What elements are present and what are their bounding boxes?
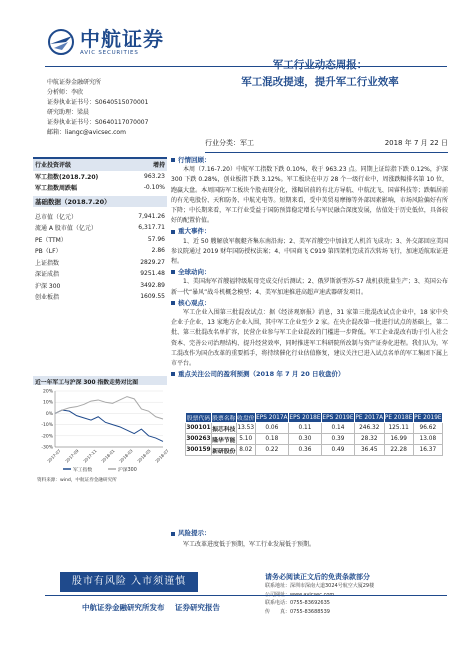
stock-table-cell: 300159 [186, 445, 212, 456]
basic-data-value: 2829.27 [140, 258, 165, 266]
core-text: 军工企业入围第三批混改试点：据《经济观察报》消息，31 家第三批混改试点企业中，18 家中央企业子企业、13 家地方企业入围，其中军工企业至少 2 家。在央企混改第一批进行试点的基础上，第二批、第三批混改名单扩容，民营企业参与军工企业混改的门槛进一步降低。军工企业混改有助于引入社会资本、完善公司治理结构、提升经营效率，同时推进军工科研院所改制与资产证券化进程。我们认为，军工混改作为国企改革的重要抓手，将持续催化行业估值修复，建议关注已进入试点名单的军工集团下属上市平台。 [171, 309, 448, 368]
y-tick-label: 20% [42, 389, 53, 395]
stock-table-header: EPS 2017A [256, 414, 288, 421]
stock-table-cell: 0.30 [288, 434, 321, 445]
stock-table-row [186, 434, 443, 445]
x-tick-label: 2018-07 [154, 448, 170, 464]
stock-table-cell: 22.28 [384, 445, 413, 456]
rating-table [33, 159, 167, 194]
stock-table-cell: 0.49 [321, 445, 354, 456]
basic-data-label: 总市值（亿元） [35, 213, 78, 221]
contact-phone: 联系电话：0755-83692635 [265, 600, 330, 606]
assistant-cert: 证券执业证书号：S0640117070007 [47, 119, 149, 126]
stock-table-cell: 0.06 [255, 423, 288, 434]
stock-table-header: 股票名称 [211, 413, 236, 423]
stock-table-cell: 28.32 [354, 434, 384, 445]
stock-table-cell: 16.37 [413, 445, 442, 456]
basic-data-value: 3492.89 [140, 281, 165, 289]
footer-divider [45, 595, 447, 596]
market-heading: 行情回顾： [171, 155, 448, 165]
index-change-value: -0.10% [143, 184, 165, 192]
main-content [171, 155, 448, 379]
bullet-icon [171, 158, 175, 162]
basic-data-value: 2.86 [151, 247, 165, 255]
stock-table-cell: 13.53 [236, 423, 255, 434]
basic-data-value: 1609.55 [140, 293, 165, 301]
basic-data-label: 流通 A 股市值（亿元） [35, 225, 97, 233]
disclaimer-note: 请务必阅读正文后的免责条款部分 [265, 573, 370, 581]
events-text: 1、近 50 艘解放军舰艇齐集东南沿海；2、美军首艘空中加油无人机首飞成功；3、外交部回应美国参议院通过 2019 财年国防授权法案；4、中国商飞 C919 第四架机完成首次转场飞行，加速适航取证进程。 [171, 237, 448, 266]
bullet-icon [171, 230, 175, 234]
global-text: 1、美国海军首艘福特级航母完成交付后测试；2、俄罗斯新型苏-57 战机获批量生产；3、英国公布新一代“暴风”战斗机概念模型；4、美军加速推进高超声速武器研发项目。 [171, 278, 448, 296]
institute: 中航证券金融研究所 [47, 79, 102, 86]
stock-table-cell: 300101 [186, 423, 212, 434]
stock-table-cell: 0.14 [321, 423, 354, 434]
legend-label: 军工指数 [73, 468, 93, 473]
report-title [200, 58, 440, 90]
x-tick-label: 2018-05 [136, 448, 152, 464]
stock-table-row [186, 423, 443, 434]
report-date: 2018 年 7 月 22 日 [384, 139, 448, 147]
y-tick-label: -30% [41, 445, 53, 451]
title-line-2: 军工混改提速，提升军工行业效率 [241, 76, 399, 88]
risk-section [171, 528, 448, 550]
meta-divider [205, 152, 448, 153]
y-tick-label: -20% [41, 434, 53, 440]
left-sidebar [33, 157, 167, 303]
events-heading: 重大事件： [171, 226, 448, 236]
global-heading: 全球动向： [171, 267, 448, 277]
basic-data-label: PB（LF） [35, 248, 62, 256]
stock-table-cell: 0.22 [255, 445, 288, 456]
basic-data-row [33, 245, 167, 257]
basic-data-label: 创业板指 [35, 294, 60, 302]
stock-table-cell: 16.99 [384, 434, 413, 445]
basic-data-table [33, 211, 167, 303]
risk-text: 军工改革进度低于预期，军工行业发展低于预期。 [183, 541, 316, 548]
x-tick-label: 2017-11 [82, 448, 98, 464]
basic-data-label: 上证指数 [35, 259, 60, 267]
x-tick-label: 2017-09 [64, 448, 80, 464]
stock-table-row [186, 445, 443, 456]
stock-table-header: EPS 2018E [289, 414, 321, 421]
basic-data-label: 深证成指 [35, 271, 60, 279]
contact-address: 联系地址：深圳市深南大道3024号航空大厦29楼 [265, 583, 375, 589]
rating-label: 行业投资评级 [33, 159, 130, 171]
stock-table-cell: 振芯科技 [211, 423, 236, 434]
stock-table-header: PE 2019E [414, 414, 442, 421]
assistant-name: 研究助理：梁晨 [47, 109, 90, 116]
basic-data-row [33, 211, 167, 223]
stocks-heading: 重点关注公司的盈利预测（2018 年 7 月 20 日收盘价） [171, 369, 448, 379]
basic-data-label: PE（TTM） [35, 236, 67, 244]
y-tick-label: 10% [42, 400, 53, 406]
basic-data-value: 9251.48 [140, 270, 165, 278]
analyst-name: 分析师：李欣 [47, 89, 84, 96]
x-tick-label: 2018-03 [118, 448, 134, 464]
stock-table-cell: 5.10 [236, 434, 255, 445]
index-chart [33, 376, 170, 484]
analyst-cert: 证券执业证书号：S0640515070001 [47, 99, 149, 106]
chart-source: 资料来源：wind，中航证券金融研究所 [37, 478, 117, 483]
stock-table-cell: 0.11 [288, 423, 321, 434]
contact-fax: 传 真：0755-83688539 [265, 608, 330, 615]
basic-data-value: 7,941.26 [138, 212, 165, 220]
analyst-info [47, 78, 148, 138]
stock-table-cell: 0.18 [255, 434, 288, 445]
x-tick-label: 2018-01 [100, 448, 116, 464]
basic-data-row [33, 234, 167, 246]
basic-data-label: 沪深 300 [35, 282, 61, 290]
stock-forecast-table [185, 412, 443, 456]
brand-logo [46, 28, 164, 56]
brand-name: 中航证券 [80, 26, 164, 51]
title-line-1: 军工行业动态周报： [272, 59, 368, 71]
industry-category: 行业分类：军工 [205, 139, 254, 147]
basic-data-row [33, 291, 167, 303]
brand-english: AVIC SECURITIES [80, 49, 139, 56]
index-value: 963.23 [144, 172, 165, 180]
footer-publisher: 中航证券金融研究所发布 [82, 603, 165, 612]
basic-data-row [33, 222, 167, 234]
basic-data-value: 6,317.71 [138, 224, 165, 232]
meta-row [205, 138, 448, 152]
stock-table-cell: 96.62 [413, 423, 442, 434]
stock-table-cell: 0.36 [288, 445, 321, 456]
stock-table-header: EPS 2019E [322, 414, 354, 421]
basic-data-row [33, 280, 167, 292]
risk-warning-banner: 股市有风险 入市须谨慎 [60, 572, 198, 592]
y-tick-label: -10% [41, 423, 53, 429]
stock-table-cell: 隆华节能 [211, 434, 236, 445]
stock-table-header: PE 2017A [355, 414, 384, 421]
bullet-icon [171, 270, 175, 274]
x-tick-label: 2017-07 [46, 448, 62, 464]
stock-table-header: 收盘价 [236, 413, 255, 423]
chart-svg [33, 385, 170, 484]
stock-table-cell: 125.11 [384, 423, 413, 434]
avic-logo-icon [46, 28, 76, 56]
series-line [55, 397, 163, 419]
basic-data-title: 基础数据（2018.7.20） [33, 196, 167, 207]
stock-table-cell: 8.02 [236, 445, 255, 456]
series-line [55, 410, 163, 441]
bullet-icon [171, 301, 175, 305]
stock-table-header: 股票代码 [186, 413, 212, 423]
index-label: 军工指数(2018.7.20) [35, 173, 99, 181]
risk-heading: 风险提示： [171, 528, 448, 539]
stock-table-cell: 246.32 [354, 423, 384, 434]
stock-table-header: PE 2018E [384, 414, 413, 421]
y-tick-label: 0% [45, 411, 53, 417]
stock-table-cell: 36.45 [354, 445, 384, 456]
core-heading: 核心观点： [171, 298, 448, 308]
index-change-label: 军工指数周跌幅 [35, 185, 78, 193]
email[interactable]: 邮箱：liangc@avicsec.com [47, 129, 126, 136]
chart-title: 近一年军工与沪深 300 指数走势对比图 [33, 376, 167, 385]
stock-table-cell: 300263 [186, 434, 212, 445]
market-text: 本周（7.16-7.20）中航军工指数下跌 0.10%，收于 963.23 点。同期上证综指下跌 0.12%，沪深 300 下跌 0.28%，创业板指下跌 3.12%。军工板块在申万 28 个一级行业中，周涨跌幅排名第 10 位，跑赢大盘。本周国防军工板块个股表现分化，涨幅居前的有北方导航、中航沈飞、国睿科技等；跌幅居前的有光电股份、天和防务、中航光电等。短期来看，受中美贸易摩擦等外部因素影响，市场风险偏好有所下降；中长期来看，军工行业受益于国防预算稳定增长与军民融合深度发展，估值处于历史低位，具备较好的配置价值。 [171, 166, 448, 225]
legend-label: 沪深300 [118, 468, 137, 473]
footer-report-type: 证券研究报告 [175, 603, 220, 612]
stock-table-cell: 13.08 [413, 434, 442, 445]
stock-table-cell: 新研股份 [211, 445, 236, 456]
bullet-icon [171, 372, 175, 376]
basic-data-row [33, 257, 167, 269]
bullet-icon [171, 532, 175, 536]
rating-value: 增持 [130, 159, 167, 171]
basic-data-row [33, 268, 167, 280]
contact-info [265, 582, 374, 616]
stock-table-cell: 0.39 [321, 434, 354, 445]
basic-data-value: 57.96 [147, 235, 165, 243]
